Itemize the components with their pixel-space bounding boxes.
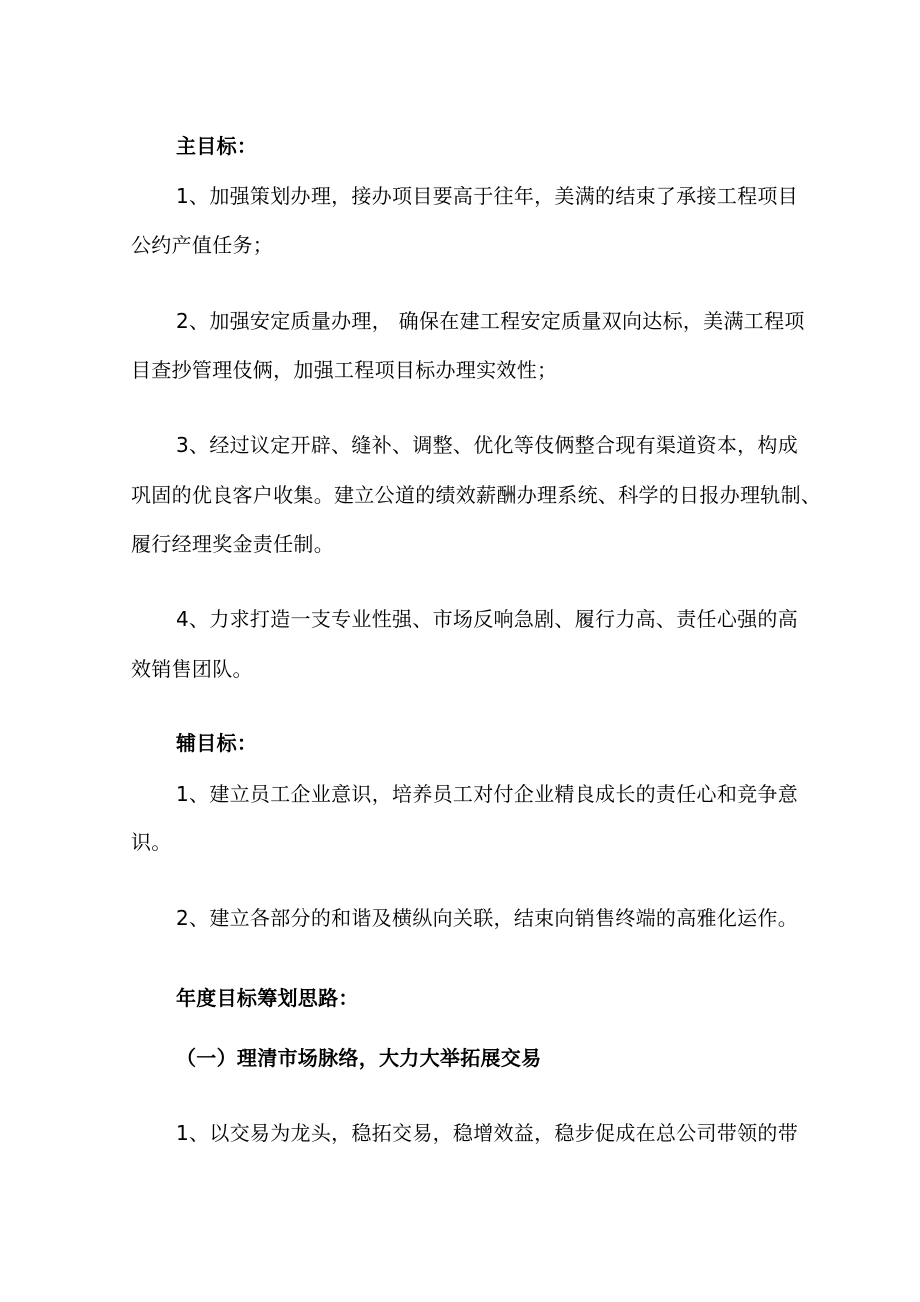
- aux-goal-1-line-2: 识。: [131, 830, 172, 854]
- aux-goal-heading: 辅目标：: [176, 731, 258, 755]
- main-goal-2-line-2: 目查抄管理伎俩，加强工程项目标办理实效性；: [131, 358, 558, 382]
- main-goal-1-line-1: 1、加强策划办理，接办项目要高于往年，美满的结束了承接工程项目: [176, 184, 799, 208]
- main-goal-heading: 主目标：: [176, 134, 258, 158]
- main-goal-1-line-2: 公约产值任务；: [131, 233, 274, 257]
- plan-heading: 年度目标筹划思路：: [176, 986, 359, 1010]
- main-goal-3-line-3: 履行经理奖金责任制。: [131, 532, 334, 556]
- section-1-heading: （一）理清市场脉络，大力大举拓展交易: [176, 1046, 542, 1070]
- aux-goal-1-line-1: 1、建立员工企业意识，培养员工对付企业精良成长的责任心和竞争意: [176, 782, 799, 806]
- aux-goal-2-line-1: 2、建立各部分的和谐及横纵向关联，结束向销售终端的高雅化运作。: [176, 906, 799, 930]
- main-goal-3-line-2: 巩固的优良客户收集。建立公道的绩效薪酬办理系统、科学的日报办理轨制、: [131, 483, 822, 507]
- main-goal-3-line-1: 3、经过议定开辟、缝补、调整、优化等伎俩整合现有渠道资本，构成: [176, 433, 799, 457]
- section-1-item-1: 1、以交易为龙头，稳拓交易，稳增效益，稳步促成在总公司带领的带: [176, 1121, 799, 1145]
- main-goal-4-line-1: 4、力求打造一支专业性强、市场反响急剧、履行力高、责任心强的高: [176, 607, 799, 631]
- main-goal-2-line-1: 2、加强安定质量办理， 确保在建工程安定质量双向达标，美满工程项: [176, 309, 805, 333]
- main-goal-4-line-2: 效销售团队。: [131, 657, 253, 681]
